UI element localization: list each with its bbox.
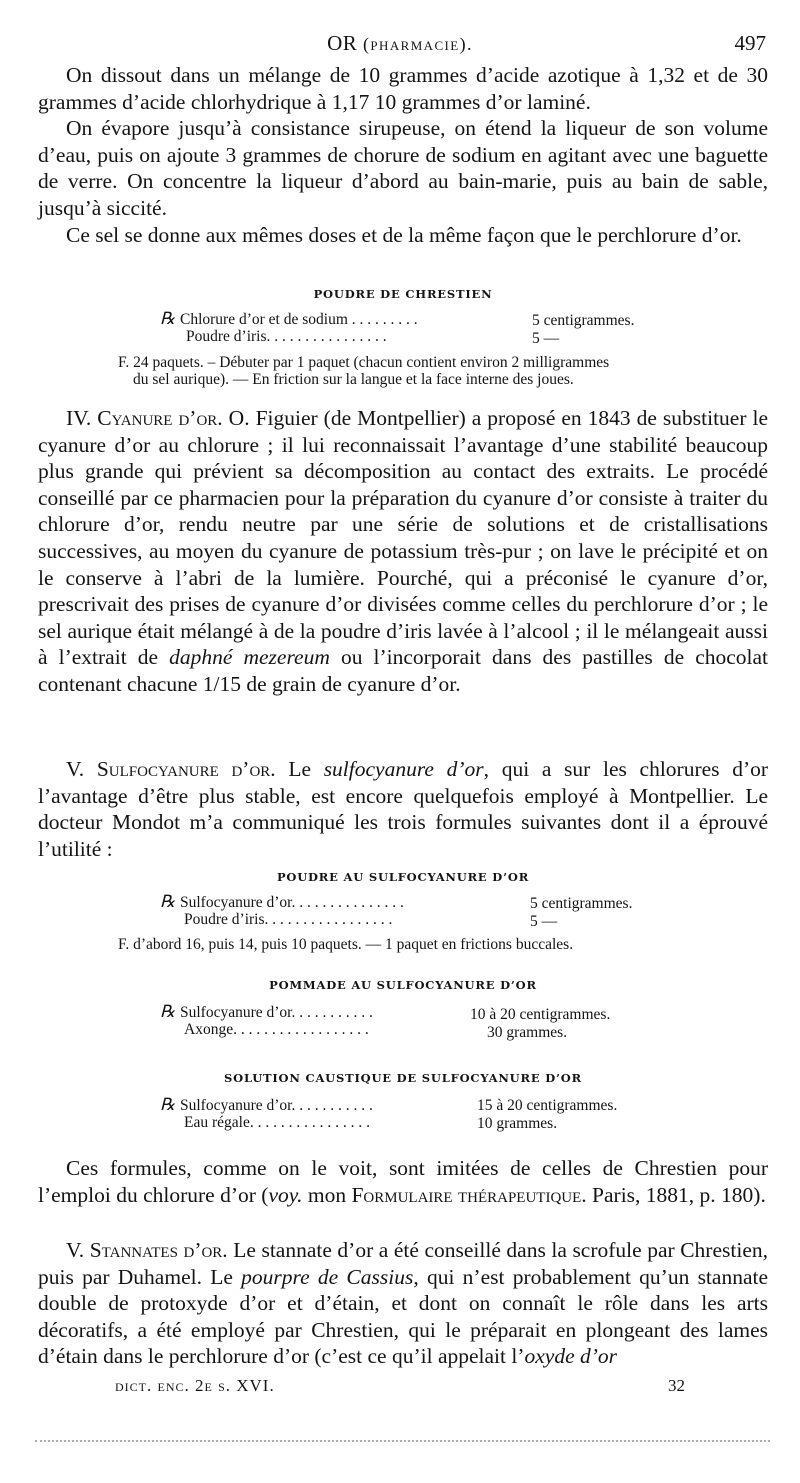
section-numeral: IV. [66, 406, 92, 430]
intro-paragraph-2: On évapore jusqu’à consistance sirupeuse, on étend la liqueur de son volume d’eau, puis on ajoute 3 grammes de chorure de sodium en agitant avec une baguette de verre. On concentre la liqueur d’abord au bain-marie, puis au bain de sable, jusqu’à siccité. [38, 116, 768, 220]
bottom-scan-rule [35, 1440, 770, 1442]
section-text-italic: sulfocyanure d’or [323, 757, 484, 781]
section-numeral: V. [66, 1238, 85, 1262]
formula-row [160, 1003, 373, 1022]
formula-qty: 10 à 20 centigrammes. [470, 1006, 611, 1023]
intro-block [38, 62, 768, 248]
conclusion-text: Paris, 1881, p. 180). [592, 1182, 766, 1207]
conclusion-block [38, 1155, 768, 1208]
recipe-symbol-icon: ℞ [160, 309, 176, 328]
section-stannates [38, 1237, 768, 1370]
formula-qty: 10 grammes. [477, 1115, 558, 1132]
formula-qty: 5 centigrammes. [532, 312, 635, 329]
formula-title-solution: SOLUTION CAUSTIQUE DE SULFOCYANURE D’OR [224, 1071, 582, 1085]
formula-item: Sulfocyanure d’or. . . . . . . . . . . [180, 1004, 373, 1021]
intro-paragraph-1: On dissout dans un mélange de 10 grammes d’acide azotique à 1,32 et de 30 grammes d’acide chlorhydrique à 1,17 10 grammes d’or laminé. [38, 63, 768, 114]
recipe-symbol-icon: ℞ [160, 892, 176, 911]
formula-note: du sel aurique). — En friction sur la langue et la face interne des joues. [133, 371, 574, 388]
formula-title-pommade: POMMADE AU SULFOCYANURE D’OR [269, 978, 537, 992]
section-text: , qui n’est probablement qu’un stannate double de protoxyde d’or et d’étain, et dont on connaît le rôle dans les arts décoratifs, a été employé par Chrestien, qui le préparait en plongeant des lames d’étain dans le perchlorure d’or (c’est ce qu’il appelait l’ [38, 1264, 769, 1369]
page-title [30, 28, 770, 59]
signature-number: 32 [668, 1376, 685, 1395]
formula-row [160, 893, 404, 912]
formula-qty: 5 — [530, 913, 558, 930]
section-text: Le stannate d’or a été conseillé dans la scrofule par Chrestien, puis par Duhamel. Le [38, 1238, 768, 1289]
section-heading: Cyanure d’or. [97, 406, 223, 430]
formula-qty: 30 grammes. [487, 1024, 568, 1041]
formula-note: F. d’abord 16, puis 14, puis 10 paquets. — 1 paquet en frictions buccales. [118, 936, 574, 953]
conclusion-formulaire: Formulaire thérapeutique. [351, 1182, 587, 1207]
recipe-symbol-icon: ℞ [160, 1095, 176, 1114]
conclusion-text: Ces formules, comme on le voit, sont imitées de celles de Chrestien pour l’emploi du chlorure d’or ( [38, 1156, 768, 1207]
formula-item: Sulfocyanure d’or. . . . . . . . . . . . . . . [180, 894, 404, 911]
section-text: ou l’incorporait dans des pastilles de chocolat contenant chacune 1/15 de grain de cyanure d’or. [38, 645, 769, 696]
recipe-symbol-icon: ℞ [160, 1002, 176, 1021]
printer-signature: dict. enc. 2e s. XVI. [115, 1376, 275, 1395]
formula-row [160, 1096, 373, 1115]
conclusion-text: mon [307, 1182, 347, 1207]
section-text-italic: pourpre de Cassius [241, 1264, 414, 1289]
section-text-italic: oxyde d’or [524, 1344, 618, 1369]
section-heading: Stannates d’or. [89, 1238, 228, 1262]
section-paragraph [38, 1237, 768, 1370]
section-text: , qui a sur les chlorures d’or l’avantage d’être plus stable, est encore quelquefois employé à Montpellier. Le docteur Mondot m’a communiqué les trois formules suivantes dont il a éprouvé l’utilité : [38, 757, 769, 861]
section-text: O. Figuier (de Montpellier) a proposé en 1843 de substituer le cyanure d’or au chlorure ; il lui reconnaissait l’avantage d’une stabilité beaucoup plus grande qui prévient sa décomposition au contact des extraits. Le procédé conseillé par ce pharmacien pour la préparation du cyanure d’or consiste à traiter du chlorure d’or, rendu neutre par une série de solutions et de cristallisations successives, au moyen du cyanure de potassium très-pur ; on lave le précipité et on le conserve à l’abri de la lumière. Pourché, qui a préconisé le cyanure d’or, prescrivait des prises de cyanure d’or divisées comme celles du perchlorure d’or ; le sel aurique était mélangé à de la poudre d’iris lavée à l’alcool ; il le mélangeait aussi à l’extrait de [38, 406, 769, 670]
page-footer [115, 1376, 685, 1402]
conclusion-voy: voy. [268, 1182, 303, 1207]
formula-qty: 5 centigrammes. [530, 895, 633, 912]
section-text: Le [288, 757, 312, 781]
formula-row [160, 310, 418, 329]
formula-qty: 5 — [532, 330, 560, 347]
formula-qty: 15 à 20 centigrammes. [477, 1097, 618, 1114]
title-main: OR [327, 31, 358, 55]
title-subtitle: (pharmacie). [363, 34, 473, 54]
section-sulfocyanure [38, 756, 768, 862]
section-text-italic: daphné mezereum [169, 645, 330, 670]
formula-item: Chlorure d’or et de sodium . . . . . . . . . [180, 311, 418, 328]
formula-item: Eau régale. . . . . . . . . . . . . . . . [184, 1114, 370, 1131]
section-paragraph [38, 756, 768, 862]
page-number: 497 [734, 31, 766, 55]
formula-item: Poudre d’iris. . . . . . . . . . . . . . . . [186, 328, 387, 345]
formula-title-poudre-chrestien: POUDRE DE CHRESTIEN [313, 287, 493, 301]
formula-item: Sulfocyanure d’or. . . . . . . . . . . [180, 1097, 373, 1114]
section-heading: Sulfocyanure d’or. [96, 757, 276, 781]
formula-note: F. 24 paquets. – Débuter par 1 paquet (chacun contient environ 2 milligrammes [118, 354, 610, 371]
section-paragraph [38, 405, 768, 698]
section-cyanure [38, 405, 768, 698]
formula-item: Poudre d’iris. . . . . . . . . . . . . . . . . [184, 911, 393, 928]
intro-paragraph-3: Ce sel se donne aux mêmes doses et de la même façon que le perchlorure d’or. [66, 222, 742, 247]
section-numeral: V. [66, 757, 85, 781]
formula-title-poudre-sulfocyanure: POUDRE AU SULFOCYANURE D’OR [276, 870, 530, 884]
running-header [30, 28, 770, 62]
formula-item: Axonge. . . . . . . . . . . . . . . . . . [184, 1021, 369, 1038]
conclusion-paragraph [38, 1155, 768, 1208]
